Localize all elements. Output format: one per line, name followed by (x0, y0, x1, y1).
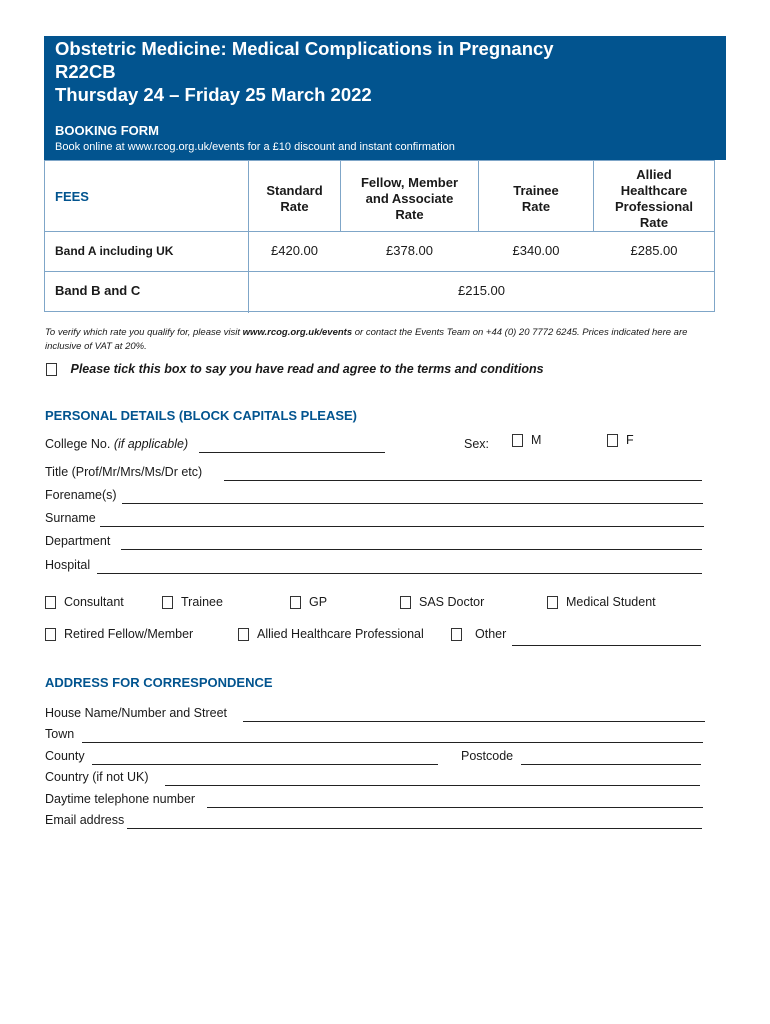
band-a-allied: £285.00 (630, 243, 678, 258)
county-label: County (45, 749, 85, 763)
col-fellow-rate: Fellow, Member and Associate Rate (360, 175, 459, 222)
col-standard-rate: Standard Rate (266, 183, 323, 214)
band-a-trainee: £340.00 (512, 243, 560, 258)
event-code: R22CB (55, 61, 116, 82)
town-label: Town (45, 727, 75, 741)
forename-field[interactable] (122, 503, 703, 504)
band-b-value: £215.00 (458, 283, 505, 298)
terms-row (46, 362, 544, 376)
band-a-standard: £420.00 (271, 243, 318, 258)
surname-label: Surname (45, 511, 96, 525)
hospital-field[interactable] (97, 573, 702, 574)
band-a-fellow: £378.00 (386, 243, 433, 258)
fees-table (44, 160, 715, 312)
role-allied: Allied Healthcare Professional (238, 627, 424, 641)
town-field[interactable] (82, 742, 703, 743)
personal-details-heading: PERSONAL DETAILS (BLOCK CAPITALS PLEASE) (45, 408, 358, 423)
postcode-field[interactable] (521, 764, 701, 765)
forename-label: Forename(s) (45, 488, 117, 502)
title-label: Title (Prof/Mr/Mrs/Ms/Dr etc) (45, 465, 203, 479)
role-sas-doctor: SAS Doctor (400, 595, 484, 609)
booking-subtitle: Book online at www.rcog.org.uk/events for a £10 discount and instant confirmation (55, 141, 455, 153)
role-sas-checkbox[interactable] (400, 596, 411, 609)
sex-label: Sex: (464, 437, 490, 451)
role-gp-checkbox[interactable] (290, 596, 301, 609)
role-consultant-checkbox[interactable] (45, 596, 56, 609)
events-link[interactable]: www.rcog.org.uk/events (242, 327, 353, 338)
role-retired-fellow: Retired Fellow/Member (45, 627, 193, 641)
booking-form-label: BOOKING FORM (55, 123, 159, 138)
college-field[interactable] (199, 452, 385, 453)
rate-note: To verify which rate you qualify for, please visit www.rcog.org.uk/events or contact the Events Team on +44 (0) 20 7772 6245. Prices indicated here are inclusive of VAT at 20%. (45, 327, 688, 352)
sex-f-option: F (607, 433, 634, 447)
house-label: House Name/Number and Street (45, 706, 228, 720)
department-field[interactable] (121, 549, 702, 550)
phone-field[interactable] (207, 807, 703, 808)
department-label: Department (45, 534, 111, 548)
role-retired-checkbox[interactable] (45, 628, 56, 641)
role-gp: GP (290, 595, 327, 609)
col-allied-rate: Allied Healthcare Professional Rate (614, 167, 694, 230)
band-b-label: Band B and C (55, 283, 141, 298)
role-student-checkbox[interactable] (547, 596, 558, 609)
fees-label: FEES (55, 189, 89, 204)
role-trainee: Trainee (162, 595, 223, 609)
role-allied-checkbox[interactable] (238, 628, 249, 641)
header-banner (44, 36, 726, 160)
postcode-label: Postcode (461, 749, 514, 763)
phone-label: Daytime telephone number (45, 792, 196, 806)
terms-label: Please tick this box to say you have read and agree to the terms and conditions (70, 362, 544, 376)
other-field[interactable] (512, 645, 701, 646)
county-field[interactable] (92, 764, 438, 765)
country-label: Country (if not UK) (45, 770, 149, 784)
address-heading: ADDRESS FOR CORRESPONDENCE (45, 675, 273, 690)
role-medical-student: Medical Student (547, 595, 656, 609)
email-label: Email address (45, 813, 125, 827)
event-title: Obstetric Medicine: Medical Complications in Pregnancy (55, 38, 554, 59)
hospital-label: Hospital (45, 558, 91, 572)
surname-field[interactable] (100, 526, 704, 527)
role-consultant: Consultant (45, 595, 124, 609)
sex-f-checkbox[interactable] (607, 434, 618, 447)
terms-checkbox[interactable] (46, 363, 57, 376)
col-trainee-rate: Trainee Rate (513, 183, 559, 214)
sex-m-checkbox[interactable] (512, 434, 523, 447)
country-field[interactable] (165, 785, 700, 786)
email-field[interactable] (127, 828, 702, 829)
band-a-label: Band A including UK (55, 244, 174, 258)
role-other: Other (451, 627, 506, 641)
role-other-checkbox[interactable] (451, 628, 462, 641)
title-field[interactable] (224, 480, 702, 481)
sex-m-option: M (512, 433, 541, 447)
event-dates: Thursday 24 – Friday 25 March 2022 (55, 84, 372, 105)
college-row: College No. (if applicable) (45, 437, 189, 451)
house-field[interactable] (243, 721, 705, 722)
role-trainee-checkbox[interactable] (162, 596, 173, 609)
